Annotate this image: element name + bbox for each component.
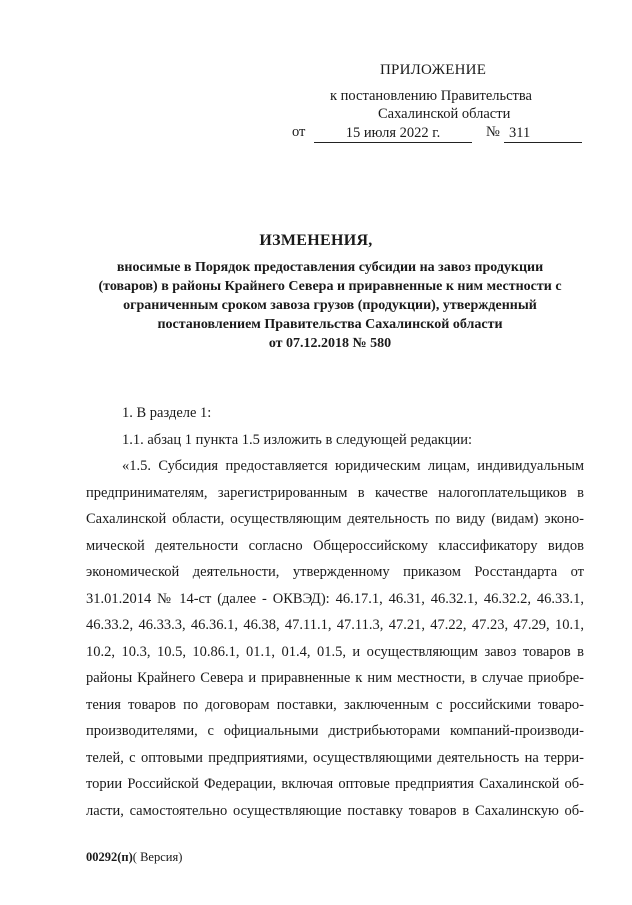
appendix-region-line: Сахалинской области	[378, 106, 511, 122]
subtitle-line: (товаров) в районы Крайнего Севера и приравненные к ним местности с	[98, 279, 562, 294]
body-line: мической деятельности согласно Общероссийскому классификатору видов	[86, 537, 584, 554]
document-code: 00292(п)	[86, 850, 133, 864]
body-line: 31.01.2014 № 14-ст (далее - ОКВЭД): 46.17.1, 46.31, 46.32.1, 46.32.2, 46.33.1,	[86, 590, 584, 607]
resolution-date: 15 июля 2022 г.	[314, 124, 472, 143]
body-line: 1. В разделе 1:	[122, 405, 212, 421]
document-version: ( Версия)	[132, 850, 183, 864]
body-line: телей, с оптовыми предприятиями, осуществляющими деятельность на терри-	[86, 749, 584, 766]
appendix-heading: ПРИЛОЖЕНИЕ	[380, 62, 487, 78]
body-line: Сахалинской области, осуществляющим деятельность по виду (видам) эконо-	[86, 511, 584, 527]
body-line: 10.2, 10.3, 10.5, 10.86.1, 01.1, 01.4, 01.5, и осуществляющим завоз товаров в	[86, 643, 584, 660]
body-line: районы Крайнего Севера и приравненные к ним местности, в случае приобре-	[86, 670, 584, 686]
resolution-number: 311	[504, 124, 582, 143]
document-footer	[86, 850, 182, 865]
body-line: тории Российской Федерации, включая оптовые предприятия Сахалинской об-	[86, 776, 584, 792]
body-line: производителями, с официальными дистрибьюторами компаний-производи-	[86, 723, 584, 739]
subtitle-line: ограниченным сроком завоза грузов (продукции), утвержденный	[123, 298, 537, 313]
body-line: «1.5. Субсидия предоставляется юридическим лицам, индивидуальным	[122, 458, 584, 474]
body-line: 46.33.2, 46.33.3, 46.36.1, 46.38, 47.11.1, 47.11.3, 47.21, 47.22, 47.23, 47.29, 10.1,	[86, 617, 584, 633]
from-label: от	[292, 124, 306, 140]
document-body	[86, 400, 584, 824]
body-line: 1.1. абзац 1 пункта 1.5 изложить в следующей редакции:	[122, 431, 473, 448]
subtitle-line: вносимые в Порядок предоставления субсидии на завоз продукции	[116, 260, 544, 275]
document-title: ИЗМЕНЕНИЯ,	[259, 232, 373, 249]
body-line: тения товаров по договорам поставки, заключенным с российскими товаро-	[86, 696, 584, 713]
resolution-date-line	[292, 124, 592, 144]
document-subtitle	[95, 258, 565, 353]
body-line: ласти, самостоятельно осуществляющие поставку товаров в Сахалинскую об-	[86, 802, 584, 819]
appendix-resolution-line: к постановлению Правительства	[330, 88, 532, 104]
subtitle-line: от 07.12.2018 № 580	[268, 336, 392, 351]
body-line: предпринимателям, зарегистрированным в качестве налогоплательщиков в	[86, 484, 584, 501]
body-line: экономической деятельности, утвержденному приказом Росстандарта от	[86, 564, 584, 580]
number-label: №	[486, 124, 500, 140]
subtitle-line: постановлением Правительства Сахалинской области	[157, 317, 503, 332]
